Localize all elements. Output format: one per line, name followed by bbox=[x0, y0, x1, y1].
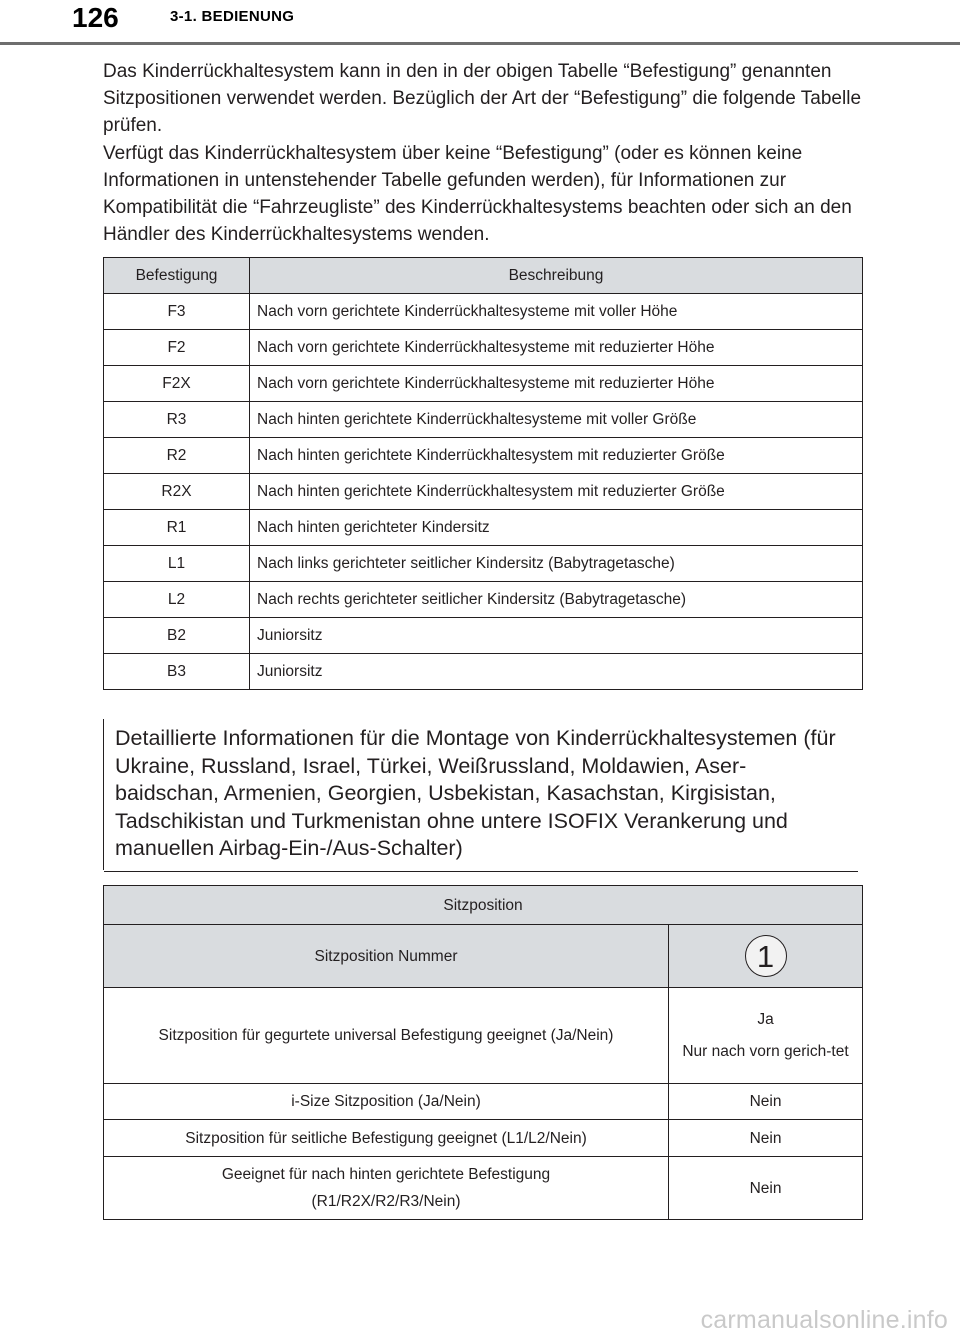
seat-title-row bbox=[104, 886, 863, 925]
watermark: carmanualsonline.info bbox=[700, 1306, 948, 1334]
seat-row-label: Sitzposition für gegurtete universal Befestigung geeignet (Ja/Nein) bbox=[104, 988, 669, 1084]
fixture-table bbox=[103, 257, 863, 690]
table-header-row bbox=[104, 258, 863, 294]
section-title: 3-1. BEDIENUNG bbox=[170, 8, 295, 25]
table-row bbox=[104, 330, 863, 366]
subheading-rule bbox=[104, 871, 858, 872]
fixture-description: Nach rechts gerichteter seitlicher Kindersitz (Babytragetasche) bbox=[250, 582, 863, 618]
seat-row-value-note: Nur nach vorn gerich-tet bbox=[682, 1042, 849, 1060]
seat-number-cell bbox=[669, 925, 863, 988]
table-row bbox=[104, 654, 863, 690]
table-row bbox=[104, 988, 863, 1084]
fixture-description: Nach hinten gerichteter Kindersitz bbox=[250, 510, 863, 546]
seat-position-table bbox=[103, 885, 863, 1220]
fixture-description: Nach hinten gerichtete Kinderrückhaltesysteme mit voller Größe bbox=[250, 402, 863, 438]
table-row bbox=[104, 294, 863, 330]
subheading-box bbox=[103, 719, 858, 870]
table-row bbox=[104, 1084, 863, 1120]
seat-number-label: Sitzposition Nummer bbox=[104, 925, 669, 988]
fixture-description: Nach vorn gerichtete Kinderrückhaltesysteme mit reduzierter Höhe bbox=[250, 366, 863, 402]
fixture-code: F2X bbox=[104, 366, 250, 402]
column-header-befestigung: Befestigung bbox=[104, 258, 250, 294]
fixture-code: F3 bbox=[104, 294, 250, 330]
fixture-description: Juniorsitz bbox=[250, 654, 863, 690]
seat-row-value: Nein bbox=[669, 1157, 863, 1220]
table-row bbox=[104, 582, 863, 618]
seat-number-badge: 1 bbox=[745, 935, 787, 977]
table-row bbox=[104, 438, 863, 474]
seat-row-value: Nein bbox=[669, 1120, 863, 1157]
fixture-description: Nach vorn gerichtete Kinderrückhaltesysteme mit voller Höhe bbox=[250, 294, 863, 330]
intro-paragraph-1: Das Kinderrückhaltesystem kann in den in der obigen Tabelle “Befestigung” genannten Sitzpositionen verwendet werden. Bezüglich der Art der “Befestigung” die folgende Tabelle prüfen. bbox=[103, 61, 862, 137]
intro-paragraph-2: Verfügt das Kinderrückhaltesystem über keine “Befestigung” (oder es können keine Informationen in untenstehender Tabelle gefunden werden), für Informationen zur Kompatibilität die “Fahrzeugliste” des Kinderrückhaltesystems beachten oder sich an den Händler des Kinderrückhaltesystems wenden. bbox=[103, 142, 852, 246]
seat-row-value: Nein bbox=[669, 1084, 863, 1120]
fixture-code: L1 bbox=[104, 546, 250, 582]
intro-text bbox=[103, 58, 873, 248]
fixture-description: Nach vorn gerichtete Kinderrückhaltesysteme mit reduzierter Höhe bbox=[250, 330, 863, 366]
page-number: 126 bbox=[72, 2, 119, 33]
fixture-description: Juniorsitz bbox=[250, 618, 863, 654]
fixture-description: Nach hinten gerichtete Kinderrückhaltesystem mit reduzierter Größe bbox=[250, 438, 863, 474]
fixture-code: R2 bbox=[104, 438, 250, 474]
table-row bbox=[104, 1157, 863, 1220]
table-row bbox=[104, 366, 863, 402]
seat-row-label-line: Geeignet für nach hinten gerichtete Befestigung bbox=[221, 1166, 551, 1183]
fixture-code: R2X bbox=[104, 474, 250, 510]
seat-number-row bbox=[104, 925, 863, 988]
seat-row-label: i-Size Sitzposition (Ja/Nein) bbox=[104, 1084, 669, 1120]
fixture-description: Nach hinten gerichtete Kinderrückhaltesystem mit reduzierter Größe bbox=[250, 474, 863, 510]
fixture-description: Nach links gerichteter seitlicher Kindersitz (Babytragetasche) bbox=[250, 546, 863, 582]
column-header-beschreibung: Beschreibung bbox=[250, 258, 863, 294]
fixture-code: R1 bbox=[104, 510, 250, 546]
seat-row-label-line: (R1/R2X/R2/R3/Nein) bbox=[311, 1193, 461, 1210]
fixture-code: F2 bbox=[104, 330, 250, 366]
table-row bbox=[104, 1120, 863, 1157]
table-row bbox=[104, 618, 863, 654]
fixture-code: B3 bbox=[104, 654, 250, 690]
table-row bbox=[104, 510, 863, 546]
seat-table-title: Sitzposition bbox=[104, 886, 863, 925]
fixture-code: B2 bbox=[104, 618, 250, 654]
seat-row-value-line: Ja bbox=[757, 1010, 774, 1028]
table-row bbox=[104, 402, 863, 438]
seat-row-label: Sitzposition für seitliche Befestigung geeignet (L1/L2/Nein) bbox=[104, 1120, 669, 1157]
subheading-text: Detaillierte Informationen für die Montage von Kinderrückhaltesystemen (für Ukraine, Russland, Israel, Türkei, Weißrussland, Moldawien, Aser-baidschan, Armenien, Georgien, Usbekistan, Kasachstan, Kirgisistan, Tadschikistan und Turkmenistan ohne untere ISOFIX Verankerung und manuellen Airbag-Ein-/Aus-Schalter) bbox=[115, 726, 836, 860]
table-row bbox=[104, 474, 863, 510]
fixture-code: L2 bbox=[104, 582, 250, 618]
header-rule bbox=[0, 42, 960, 45]
table-row bbox=[104, 546, 863, 582]
fixture-code: R3 bbox=[104, 402, 250, 438]
seat-row-label bbox=[104, 1157, 669, 1220]
seat-row-value bbox=[669, 988, 863, 1084]
